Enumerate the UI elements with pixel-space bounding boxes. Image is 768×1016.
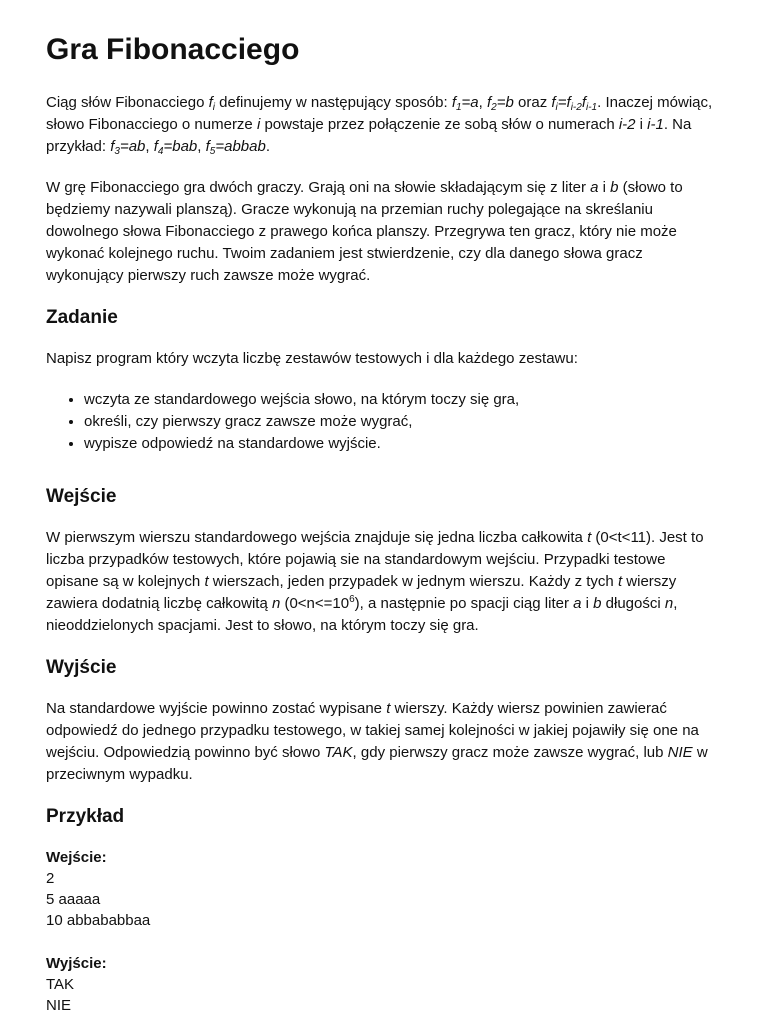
letter-b: b [593,595,602,612]
output-paragraph: Na standardowe wyjście powinno zostać wypisane t wierszy. Każdy wiersz powinien zawierać odpowiedź do jednego przypadku testowego, w takiej samej kolejności w jakiej pojawiły się one na wejściu. Odpowiedzią powinno być słowo TAK, gdy pierwszy gracz może zawsze wygrać, lub NIE w przeciwnym wypadku. [46,700,708,783]
answer-nie: NIE [667,744,693,761]
var-n: n [271,595,281,612]
math-i-minus-1: i-1 [647,116,664,133]
var-t: t [386,700,391,717]
input-paragraph: W pierwszym wierszu standardowego wejścia znajduje się jedna liczba całkowita t (0<t<11). Jest to liczba przypadków testowych, które pojawią sie na standardowym wejściu. Przypadki testowe opisane są w kolejnych t wierszach, jeden przypadek w jednym wierszu. Każdy z tych t wierszy zawiera dodatnią liczbę całkowitą n $(0<n<=10^6)$, a następnie po spacji ciąg liter a i b długości n, nieoddzielonych spacjami. Jest to słowo, na którym toczy się gra. [46,529,704,634]
var-t: t [204,573,209,590]
intro-paragraph: Ciąg słów Fibonacciego $f_i$ definujemy w następujący sposób: $f_1=a$, $f_2=b$ oraz $f_i=f_{i-2}f_{i-1}$. Inaczej mówiąc, słowo Fibonacciego o numerze i powstaje przez połączenie ze sobą słów o numerach i-2 i i-1. Na przykład: $f_3=ab$, $f_4=bab$, $f_5=abbab$. [46,94,713,157]
example-output-line: NIE [46,997,72,1014]
var-n: n [664,595,674,612]
answer-tak: TAK [324,744,353,761]
math-i: i [256,116,261,133]
input-heading: Wejście [46,486,117,507]
example-output-line: TAK [46,976,75,993]
example-input-line: 2 [46,870,55,887]
output-heading: Wyjście [46,657,117,678]
var-t: t [617,573,623,590]
list-item: • określi, czy pierwszy gracz zawsze może wygrać, [84,411,722,433]
example-input [46,847,722,931]
math-fi: $f_i$ [208,94,215,113]
math-f4: $f_4=bab$ [153,138,198,157]
example-output [46,953,722,1016]
example-input-line: 10 abbababbaa [46,912,151,929]
math-recurrence: $f_i=f_{i-2}f_{i-1}$ [551,94,598,113]
example-output-label: Wyjście: [46,955,107,972]
task-intro: Napisz program który wczyta liczbę zestawów testowych i dla każdego zestawu: [46,350,578,367]
example-heading: Przykład [46,806,125,827]
letter-b: b [610,179,619,196]
math-f1: $f_1=a$ [451,94,479,113]
example-input-label: Wejście: [46,849,107,866]
var-t: t [587,529,592,546]
task-list [46,389,722,455]
letter-a: a [590,179,599,196]
math-f2: $f_2=b$ [487,94,514,113]
list-item: • wczyta ze standardowego wejścia słowo, na którym toczy się gra, [84,389,722,411]
math-f3: $f_3=ab$ [110,138,146,157]
list-item: • wypisze odpowiedź na standardowe wyjście. [84,433,722,455]
page-title: Gra Fibonacciego [46,33,300,66]
letter-a: a [573,595,582,612]
intro-text: Ciąg słów Fibonacciego [46,94,209,111]
math-f5: $f_5=abbab$ [205,138,266,157]
example-input-line: 5 aaaaa [46,891,101,908]
math-i-minus-2: i-2 [618,116,636,133]
intro-text: definujemy w następujący sposób: [215,94,452,111]
exponent: 6 [349,594,355,605]
task-heading: Zadanie [46,307,118,328]
game-paragraph: W grę Fibonacciego gra dwóch graczy. Grają oni na słowie składającym się z liter a i b (słowo to będziemy nazywali planszą). Gracze wykonują na przemian ruchy polegające na skreślaniu dowolnego słowa Fibonacciego z prawego końca planszy. Przegrywa ten gracz, który nie może wykonać kolejnego ruchu. Twoim zadaniem jest stwierdzenie, czy dla danego słowa gracz wykonujący pierwszy ruch zawsze może wygrać. [46,179,683,284]
